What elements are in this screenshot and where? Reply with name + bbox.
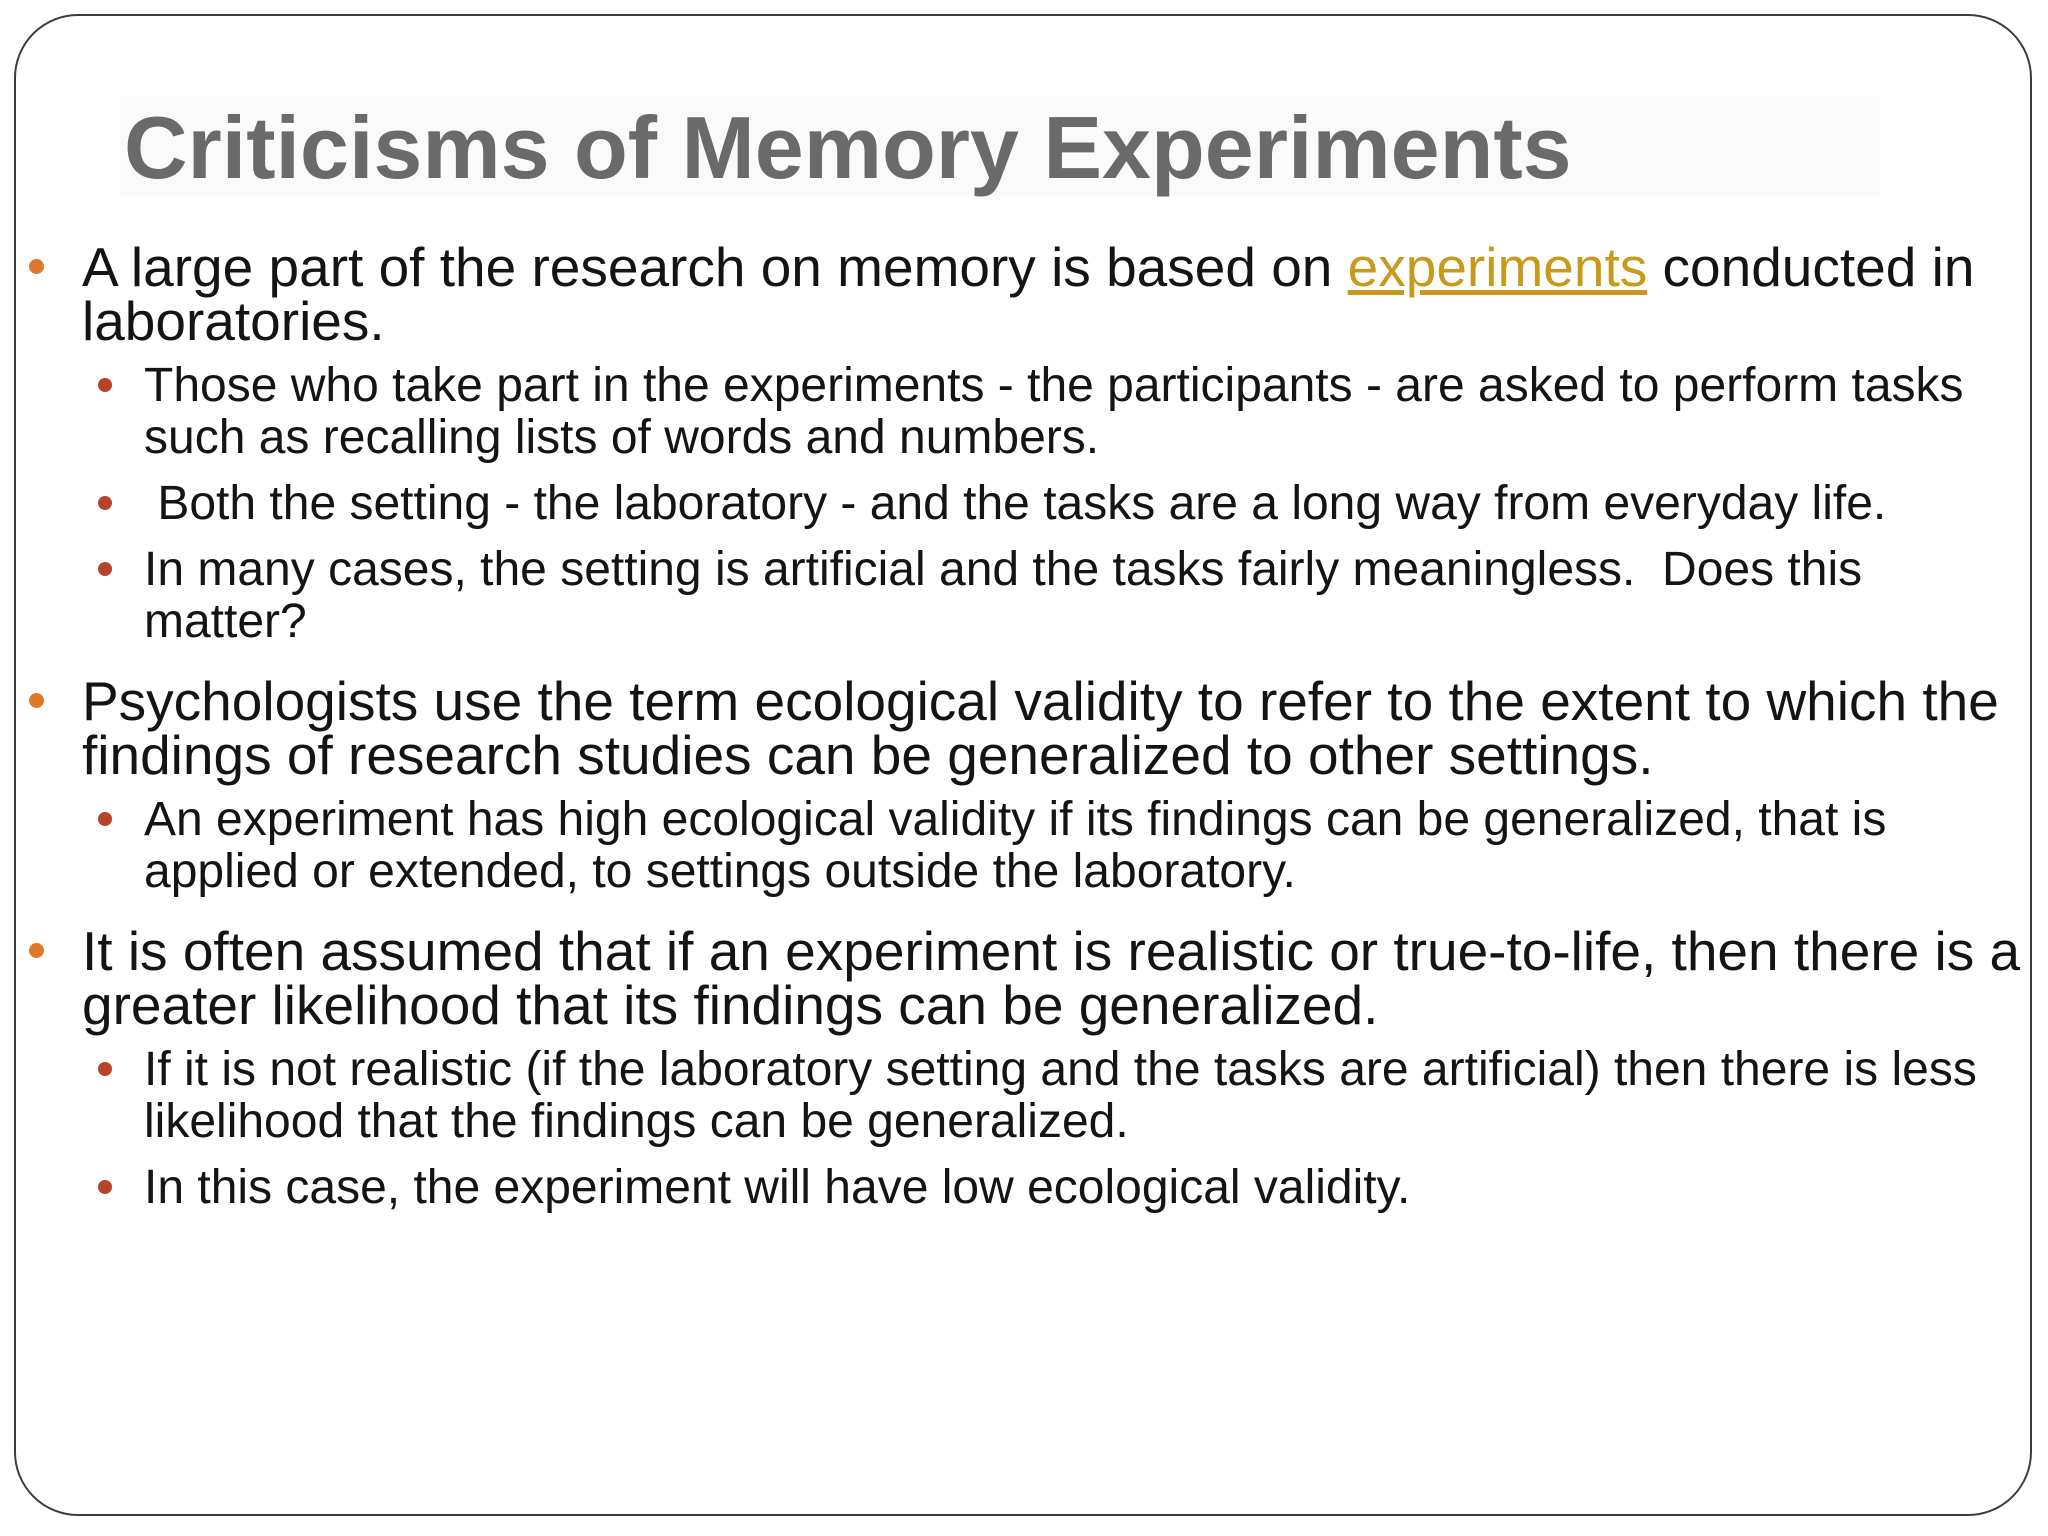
bullet-dot-icon (98, 1062, 112, 1076)
sub-bullet-low-validity (144, 1162, 2024, 1214)
bullet-ecological-validity (82, 670, 2022, 786)
bullet-dot-icon (98, 496, 112, 510)
bullet-text-lead: A large part of the research on memory is based on (82, 236, 1348, 298)
bullet-dot-icon (29, 259, 44, 274)
sub-bullet-high-validity (144, 794, 2024, 898)
sub-bullet-text: In many cases, the setting is artificial and the tasks fairly meaningless. Does this matter? (144, 543, 1876, 648)
experiments-link[interactable]: experiments (1347, 236, 1648, 298)
bullet-dot-icon (98, 812, 112, 826)
sub-bullet-text: An experiment has high ecological validity if its findings can be generalized, that is applied or extended, to settings outside the laboratory. (144, 793, 1887, 898)
sub-bullet-participants (144, 360, 2024, 464)
bullet-text: Psychologists use the term ecological validity to refer to the extent to which the findings of research studies can be generalized to other settings. (82, 670, 1999, 786)
sub-bullet-text: Those who take part in the experiments - the participants - are asked to perform tasks such as recalling lists of words and numbers. (144, 359, 1964, 464)
slide-content (0, 236, 2048, 1214)
sub-bullet-artificial (144, 544, 2024, 648)
sub-bullet-text: Both the setting - the laboratory - and the tasks are a long way from everyday life. (144, 477, 1887, 530)
bullet-dot-icon (98, 1180, 112, 1194)
bullet-lab-research (82, 236, 2022, 352)
bullet-dot-icon (29, 693, 44, 708)
bullet-dot-icon (29, 943, 44, 958)
sub-bullet-text: If it is not realistic (if the laboratory setting and the tasks are artificial) then there is less likelihood that the findings can be generalized. (144, 1043, 1977, 1148)
bullet-text-tail: conducted in laboratories. (82, 236, 1975, 352)
bullet-dot-icon (98, 562, 112, 576)
bullet-realism-assumption (82, 920, 2022, 1036)
sub-bullet-setting (144, 478, 2024, 530)
sub-bullet-text: In this case, the experiment will have low ecological validity. (144, 1161, 1411, 1214)
bullet-dot-icon (98, 378, 112, 392)
sub-bullet-not-realistic (144, 1044, 2024, 1148)
slide-title: Criticisms of Memory Experiments (124, 98, 1572, 197)
bullet-text: It is often assumed that if an experiment is realistic or true-to-life, then there is a greater likelihood that its findings can be generalized. (82, 920, 2021, 1036)
